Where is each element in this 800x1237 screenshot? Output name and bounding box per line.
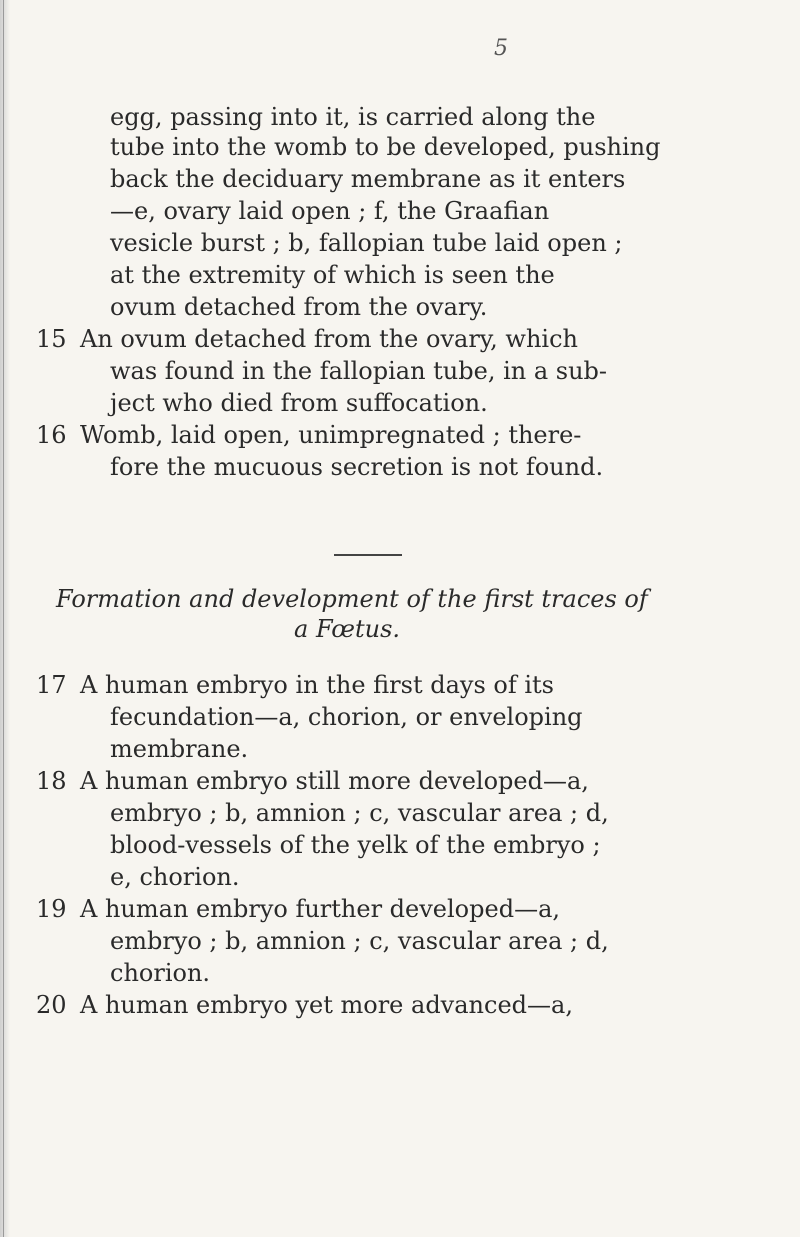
text-line: —e, ovary laid open ; f, the Graafian — [110, 197, 550, 225]
text-line: embryo ; b, amnion ; c, vascular area ; d, — [110, 799, 609, 827]
text-line: embryo ; b, amnion ; c, vascular area ; d, — [110, 927, 609, 955]
text-line: A human embryo yet more advanced—a, — [80, 991, 573, 1019]
text-line: vesicle burst ; b, fallopian tube laid open ; — [110, 229, 623, 257]
entry-number: 18 — [36, 767, 67, 795]
section-heading: Formation and development of the first traces of — [56, 585, 648, 613]
text-line: blood-vessels of the yelk of the embryo ; — [110, 831, 601, 859]
entry-number: 15 — [36, 325, 67, 353]
entry-number: 16 — [36, 421, 67, 449]
text-line: was found in the fallopian tube, in a sub- — [110, 357, 608, 385]
text-line: egg, passing into it, is carried along the — [110, 103, 596, 131]
text-line: tube into the womb to be developed, pushing — [110, 133, 661, 161]
text-line: e, chorion. — [110, 863, 240, 891]
text-line: back the deciduary membrane as it enters — [110, 165, 626, 193]
text-line: A human embryo in the first days of its — [80, 671, 554, 699]
section-divider — [334, 554, 402, 556]
text-line: A human embryo further developed—a, — [80, 895, 560, 923]
text-line: A human embryo still more developed—a, — [80, 767, 589, 795]
page-number: 5 — [494, 36, 508, 61]
text-line: ovum detached from the ovary. — [110, 293, 488, 321]
text-line: ject who died from suffocation. — [110, 389, 488, 417]
entry-number: 19 — [36, 895, 67, 923]
text-line: An ovum detached from the ovary, which — [80, 325, 578, 353]
page-edge-line — [3, 0, 4, 1237]
text-line: chorion. — [110, 959, 211, 987]
text-line: at the extremity of which is seen the — [110, 261, 555, 289]
text-line: fore the mucuous secretion is not found. — [110, 453, 604, 481]
text-line: membrane. — [110, 735, 249, 763]
section-heading: a Fœtus. — [294, 615, 401, 643]
page-edge-shadow — [0, 0, 10, 1237]
entry-number: 20 — [36, 991, 67, 1019]
entry-number: 17 — [36, 671, 67, 699]
text-line: Womb, laid open, unimpregnated ; there- — [80, 421, 582, 449]
text-line: fecundation—a, chorion, or enveloping — [110, 703, 583, 731]
